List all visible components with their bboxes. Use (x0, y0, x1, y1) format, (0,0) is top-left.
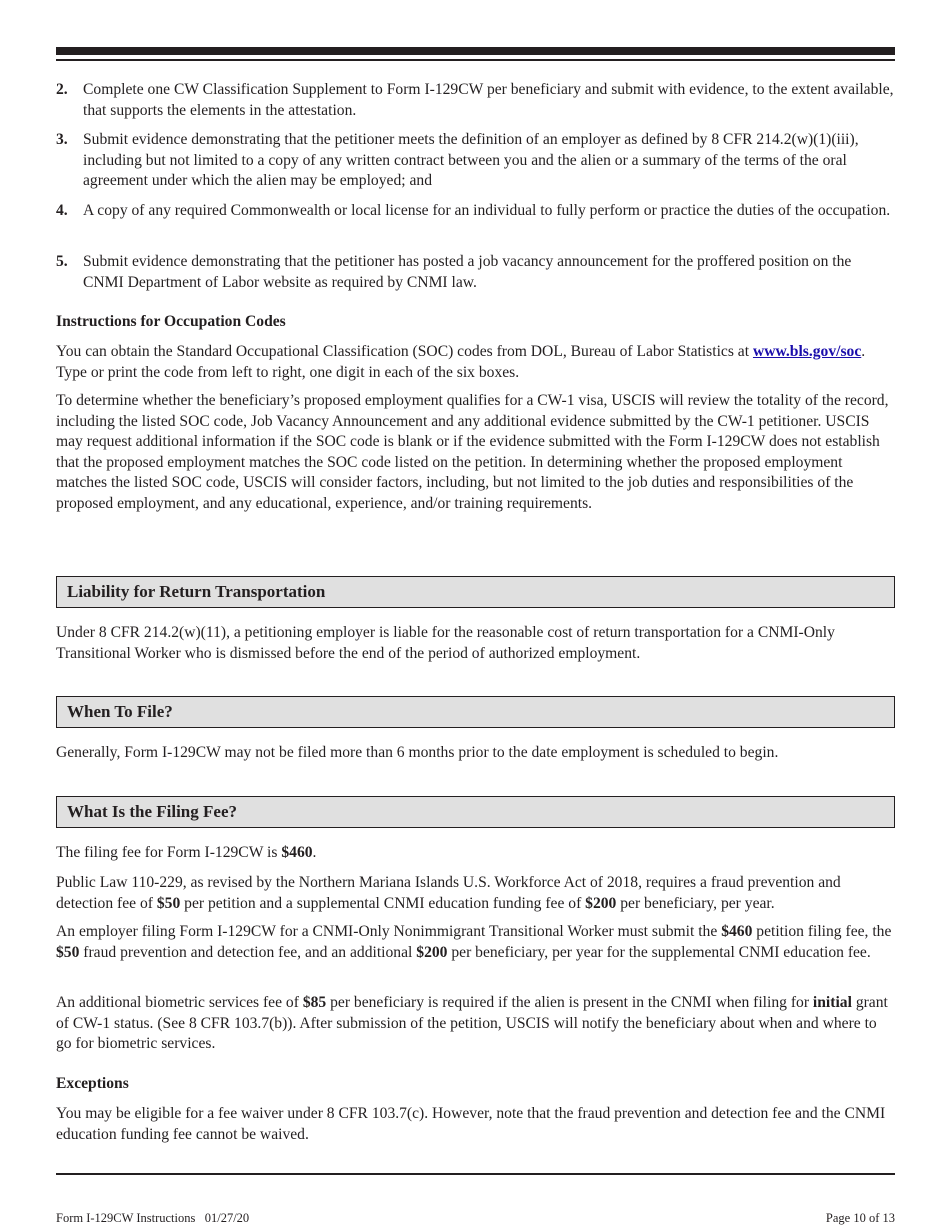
footer-page-number: Page 10 of 13 (825, 1211, 895, 1225)
fee-amount: $200 (585, 894, 617, 912)
text-run: petition filing fee, the (752, 923, 892, 940)
text-run: grant of CW-1 status. (See 8 CFR 103.7(b)). After submission of the petition, USCIS will notify the beneficiary about when and where to go for biometric services. (56, 994, 888, 1053)
filing-fee-paragraph-3 (56, 922, 895, 963)
list-number: 5. (56, 253, 68, 270)
text-run: per beneficiary, per year. (616, 894, 775, 912)
fee-amount: $85 (302, 994, 327, 1011)
list-text: Complete one CW Classification Supplement to Form I-129CW per beneficiary and submit with evidence, to the extent available, that supports the elements in the attestation. (83, 81, 894, 119)
when-to-file-text: Generally, Form I-129CW may not be filed more than 6 months prior to the date employment is scheduled to begin. (56, 744, 779, 761)
section-title: What Is the Filing Fee? (67, 802, 237, 821)
list-item-3 (56, 130, 895, 192)
occupation-codes-paragraph-2: To determine whether the beneficiary’s proposed employment qualifies for a CW-1 visa, USCIS will review the totality of the record, including the listed SOC code, Job Vacancy Announcement and any additional evidence submitted by the CW-1 petitioner. USCIS may request additional information if the SOC code is blank or if the evidence submitted with the Form I-129CW does not establish that the proposed employment matches the SOC code listed on the petition. In determining whether the proposed employment matches the listed SOC code, USCIS will consider factors, including, but not limited to the job duties and responsibilities of the proposed employment, and any educational, experience, and/or training requirements. (56, 392, 889, 512)
section-header-when-to-file (56, 696, 895, 728)
text-run: An employer filing Form I-129CW for a CNMI-Only Nonimmigrant Transitional Worker must submit the (56, 923, 722, 940)
text-run: Public Law 110-229, as revised by the Northern Mariana Islands U.S. Workforce Act of 2018, requires a fraud prevention and detection fee of (56, 874, 841, 912)
header-rule-thick (56, 47, 895, 55)
text-run: . (312, 844, 317, 861)
list-number: 2. (56, 81, 68, 98)
list-text: A copy of any required Commonwealth or local license for an individual to fully perform or practice the duties of the occupation. (83, 202, 891, 219)
list-number: 3. (56, 131, 68, 148)
list-item-5 (56, 252, 895, 293)
emphasis: initial (812, 994, 852, 1011)
list-text: Submit evidence demonstrating that the petitioner has posted a job vacancy announcement for the proffered position on the CNMI Department of Labor website as required by CNMI law. (83, 253, 852, 291)
text-run: per beneficiary is required if the alien is present in the CNMI when filing for (326, 994, 813, 1011)
fee-amount: $460 (281, 844, 313, 861)
footer-form-name: Form I-129CW Instructions 01/27/20 (56, 1211, 250, 1225)
exceptions-heading: Exceptions (56, 1075, 129, 1092)
section-header-filing-fee (56, 796, 895, 828)
text-run: An additional biometric services fee of (56, 994, 303, 1011)
document-page (56, 0, 895, 1230)
text-run: The filing fee for Form I-129CW is (56, 844, 282, 861)
fee-amount: $200 (416, 943, 448, 961)
fee-amount: $460 (721, 923, 753, 940)
text-run: . Type or print the code from left to right, one digit in each of the six boxes. (56, 343, 866, 381)
list-text: Submit evidence demonstrating that the petitioner meets the definition of an employer as defined by 8 CFR 214.2(w)(1)(iii), including but not limited to a copy of any written contract between you and the alien or a summary of the terms of the oral agreement under which the alien may be employed; and (83, 131, 859, 190)
text-run: per petition and a supplemental CNMI education funding fee of (180, 894, 586, 912)
text-run: You can obtain the Standard Occupational Classification (SOC) codes from DOL, Bureau of Labor Statistics at (56, 343, 753, 360)
filing-fee-paragraph-4 (56, 993, 895, 1055)
text-run: fraud prevention and detection fee, and an additional (79, 943, 417, 961)
occupation-codes-heading: Instructions for Occupation Codes (56, 313, 286, 330)
list-number: 4. (56, 202, 68, 219)
section-header-liability (56, 576, 895, 608)
filing-fee-paragraph-1 (56, 843, 895, 864)
list-item-2 (56, 80, 895, 121)
liability-text: Under 8 CFR 214.2(w)(11), a petitioning employer is liable for the reasonable cost of return transportation for a CNMI-Only Transitional Worker who is dismissed before the end of the period of authorized employment. (56, 624, 835, 662)
fee-amount: $50 (156, 894, 181, 912)
list-item-4 (56, 201, 895, 222)
filing-fee-paragraph-2 (56, 873, 895, 914)
footer-rule (56, 1173, 895, 1175)
header-rule-thin (56, 59, 895, 61)
section-title: Liability for Return Transportation (67, 582, 326, 601)
section-title: When To File? (67, 702, 173, 721)
occupation-codes-paragraph-1 (56, 342, 895, 383)
exceptions-text: You may be eligible for a fee waiver under 8 CFR 103.7(c). However, note that the fraud prevention and detection fee and the CNMI education funding fee cannot be waived. (56, 1105, 886, 1143)
fee-amount: $50 (56, 943, 80, 961)
bls-soc-link[interactable]: www.bls.gov/soc (752, 343, 862, 360)
text-run: per beneficiary, per year for the supplemental CNMI education fee. (447, 943, 871, 961)
